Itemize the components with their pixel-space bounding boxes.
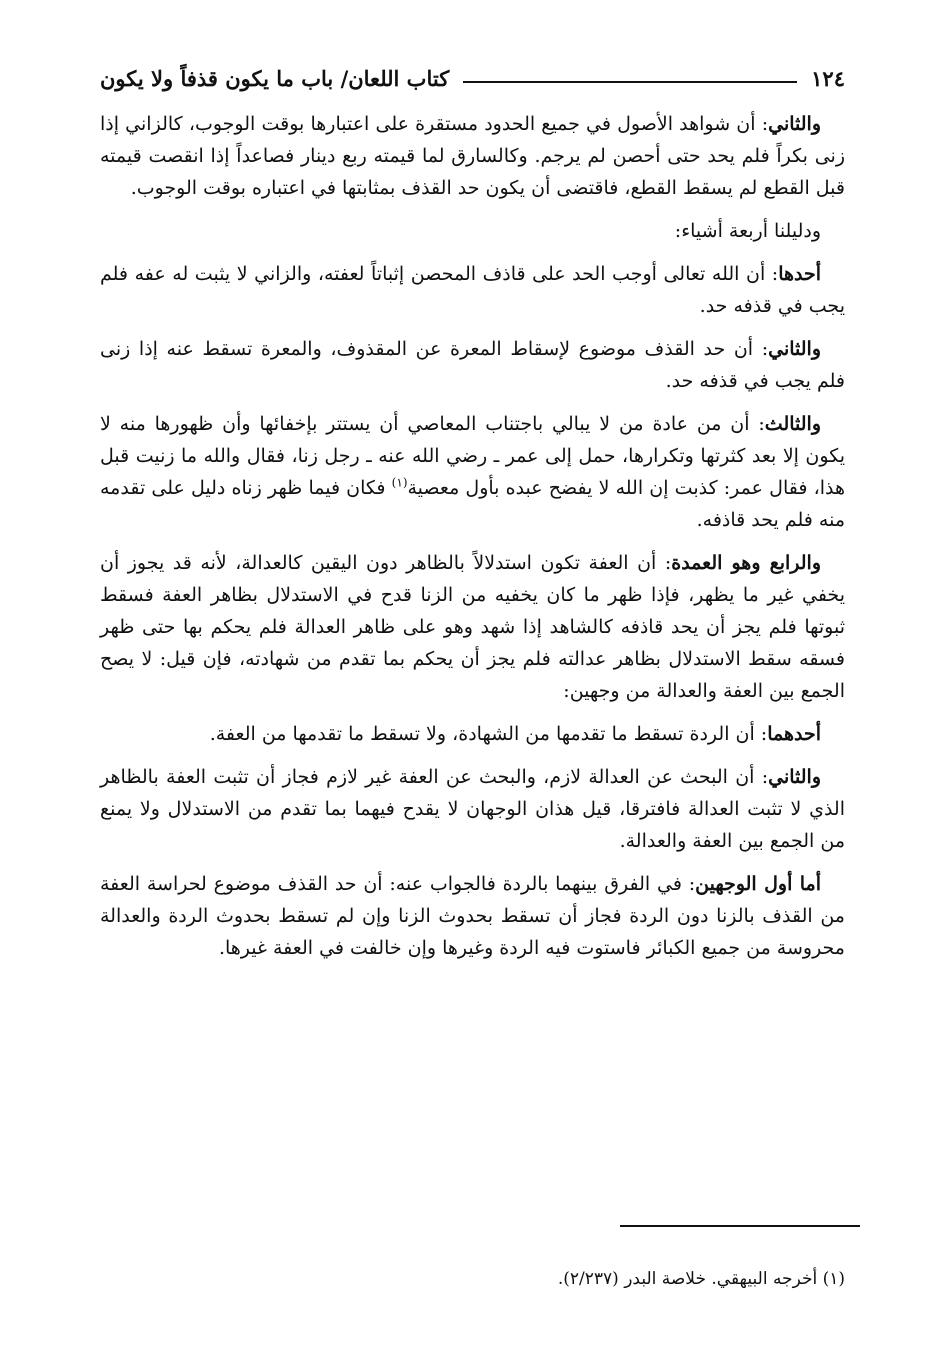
paragraph-text-continued: فكان فيما ظهر زناه دليل على تقدمه منه فلم يحد قاذفه. [100,477,845,531]
paragraph-lead: والثاني [768,338,821,360]
paragraph-lead: والرابع وهو العمدة [671,552,821,574]
footnote: (١) أخرجه البيهقي. خلاصة البدر (٢/٢٣٧). [557,1269,845,1289]
paragraph-text: : أن حد القذف موضوع لإسقاط المعرة عن المقذوف، والمعرة تسقط عنه إذا زنى فلم يجب في قذفه حد. [100,338,845,392]
paragraph-text: : أن من عادة من لا يبالي باجتناب المعاصي أن يستتر بإخفائها وأن ظهورها منه لا يكون إلا بعد كثرتها وتكرارها، حمل إلى عمر ـ رضي الله عنه ـ رجل زنا، فقال والله ما زنيت قبل هذا، فقال عمر: كذبت إن الله لا يفضح عبده بأول معصية [100,413,845,499]
page-number: ١٢٤ [811,65,845,91]
paragraph [100,547,845,707]
footnote-marker[interactable]: (١) [391,475,408,490]
paragraph [100,718,845,750]
paragraph-lead: أحدها [778,263,821,285]
paragraph-lead: والثاني [768,113,821,135]
paragraph [100,215,845,247]
paragraph-lead: والثاني [768,766,821,788]
paragraph [100,258,845,322]
paragraph-text: : أن الردة تسقط ما تقدمها من الشهادة، ولا تسقط ما تقدمها من العفة. [209,723,768,745]
main-text [100,108,845,975]
paragraph-text: : أن الله تعالى أوجب الحد على قاذف المحصن إثباتاً لعفته، والزاني لا يثبت له عفه فلم يجب في قذفه حد. [100,263,845,317]
running-title: كتاب اللعان/ باب ما يكون قذفاً ولا يكون [100,65,450,91]
paragraph [100,761,845,857]
paragraph-lead: أحدهما [767,723,821,745]
paragraph-text: ودليلنا أربعة أشياء: [674,220,821,242]
header-rule [463,81,797,83]
footnote-separator [620,1225,860,1227]
paragraph-text: : في الفرق بينهما بالردة فالجواب عنه: أن حد القذف موضوع لحراسة العفة من القذف بالزنا دون الردة فجاز أن تسقط بحدوث الزنا وإن لم تسقط بحدوث الردة والعدالة محروسة من جميع الكبائر فاستوت فيه الردة وغيرها وإن خالفت في العفة غيرها. [100,873,845,959]
paragraph [100,333,845,397]
paragraph-lead: أما أول الوجهين [695,873,821,895]
paragraph [100,868,845,964]
paragraph-text: : أن العفة تكون استدلالاً بالظاهر دون اليقين كالعدالة، لأنه قد يجوز أن يخفي غير ما يظهر، فإذا ظهر ما كان يخفيه من الزنا قدح في الاستدلال بظاهر العفة فسقط ثبوتها فلم يجز أن يحد قاذفه كالشاهد إذا شهد وهو على ظاهر العدالة فلم يحكم بها حتى ظهر فسقه سقط الاستدلال بظاهر عدالته فلم يجز أن يحكم بما تقدم من شهادته، فإن قيل: لا يصح الجمع بين العفة والعدالة من وجهين: [100,552,845,702]
page-header [100,58,845,98]
paragraph [100,408,845,536]
paragraph-text: : أن البحث عن العدالة لازم، والبحث عن العفة غير لازم فجاز أن تثبت العفة بالظاهر الذي لا تثبت العدالة فافترقا، قيل هذان الوجهان لا يقدح فيهما بما تقدم من الاستدلال ولا يمنع من الجمع بين العفة والعدالة. [100,766,845,852]
paragraph-text: : أن شواهد الأصول في جميع الحدود مستقرة على اعتبارها بوقت الوجوب، كالزاني إذا زنى بكراً فلم يحد حتى أحصن لم يرجم. وكالسارق لما قيمته ربع دينار فصاعداً إذا انقصت قيمته قبل القطع لم يسقط القطع، فاقتضى أن يكون حد القذف بمثابتها في اعتباره بوقت الوجوب. [100,113,845,199]
paragraph-lead: والثالث [764,413,821,435]
paragraph [100,108,845,204]
